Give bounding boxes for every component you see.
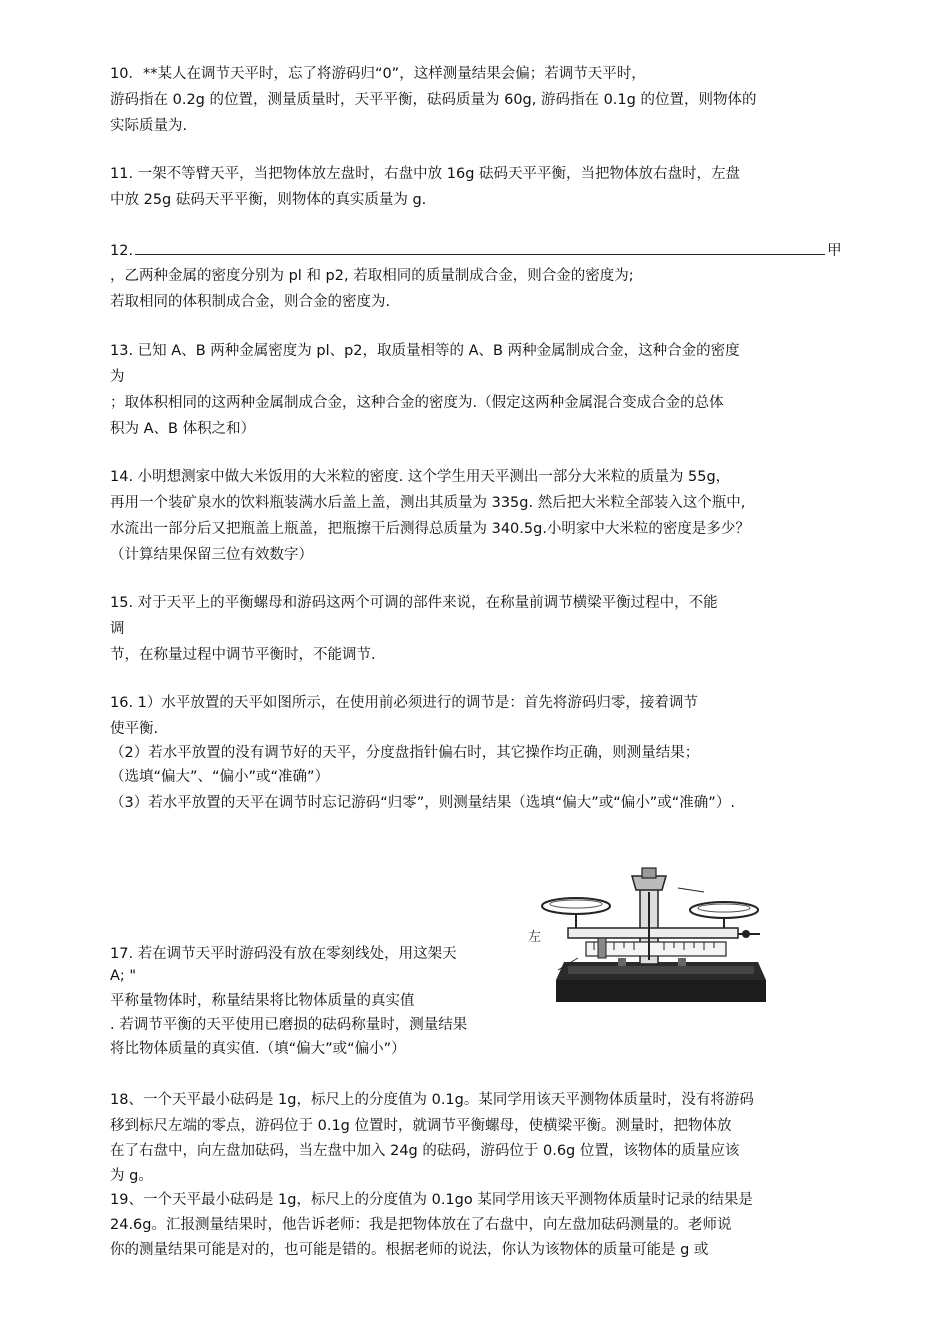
q16-line1: 16. 1）水平放置的天平如图所示，在使用前必须进行的调节是：首先将游码归零，接着调节	[110, 695, 698, 711]
q10-line1: 10．**某人在调节天平时，忘了将游码归“0”，这样测量结果会偏；若调节天平时，	[110, 66, 646, 82]
q16-line5: （3）若水平放置的天平在调节时忘记游码“归零”，则测量结果（选填“偏大”或“偏小”或“准确”）.	[110, 795, 735, 811]
q18-line2: 移到标尺左端的零点，游码位于 0.1g 位置时，就调节平衡螺母，使横梁平衡。测量时，把物体放	[110, 1118, 732, 1134]
q16-line4: （选填“偏大”、“偏小”或“准确”）	[110, 769, 330, 785]
figure-label-left: 左	[528, 930, 542, 945]
q10-line3: 实际质量为.	[110, 118, 188, 134]
q17-line4: . 若调节平衡的天平使用已磨损的砝码称量时，测量结果	[110, 1017, 468, 1033]
balance-scale-illustration	[528, 862, 776, 1022]
q13-line1: 13. 已知 A、B 两种金属密度为 pl、p2，取质量相等的 A、B 两种金属制成合金，这种合金的密度	[110, 343, 740, 359]
q12-line3: 若取相同的体积制成合金，则合金的密度为.	[110, 294, 391, 310]
q12-line1-suffix: 甲	[827, 243, 842, 259]
q17-line3: 平称量物体时，称量结果将比物体质量的真实值	[110, 993, 415, 1009]
q11-line1: 11. 一架不等臂天平，当把物体放左盘时，右盘中放 16g 砝码天平平衡，当把物体放右盘时，左盘	[110, 166, 741, 182]
q15-line2: 调	[110, 621, 125, 637]
q13-line3: ；取体积相同的这两种金属制成合金，这种合金的密度为.（假定这两种金属混合变成合金的总体	[110, 395, 724, 411]
q17-line5: 将比物体质量的真实值.（填“偏大”或“偏小”）	[110, 1041, 406, 1057]
q10-line2: 游码指在 0.2g 的位置，测量质量时，天平平衡，砝码质量为 60g, 游码指在 0.1g 的位置，则物体的	[110, 92, 757, 108]
q18-line1: 18、一个天平最小砝码是 1g，标尺上的分度值为 0.1g。某同学用该天平测物体质量时，没有将游码	[110, 1092, 754, 1108]
q17-line1: 17. 若在调节天平时游码没有放在零刻线处，用这架天	[110, 946, 457, 962]
q16-line2: 使平衡.	[110, 721, 159, 737]
q14-line2: 再用一个装矿泉水的饮料瓶装满水后盖上盖，测出其质量为 335g. 然后把大米粒全部装入这个瓶中,	[110, 495, 746, 511]
q17-line2: A; "	[110, 968, 137, 984]
q13-line4: 积为 A、B 体积之和）	[110, 421, 256, 437]
answer-blank	[135, 240, 825, 255]
q16-line3: （2）若水平放置的没有调节好的天平，分度盘指针偏右时，其它操作均正确，则测量结果；	[110, 745, 700, 761]
q15-line1: 15. 对于天平上的平衡螺母和游码这两个可调的部件来说，在称量前调节横梁平衡过程中，不能	[110, 595, 718, 611]
q19-line1: 19、一个天平最小砝码是 1g，标尺上的分度值为 0.1go 某同学用该天平测物体质量时记录的结果是	[110, 1192, 753, 1208]
q15-line3: 节，在称量过程中调节平衡时，不能调节.	[110, 647, 376, 663]
q11-line2: 中放 25g 砝码天平平衡，则物体的真实质量为 g.	[110, 192, 427, 208]
q13-line2: 为	[110, 369, 125, 385]
q14-line3: 水流出一部分后又把瓶盖上瓶盖，把瓶擦干后测得总质量为 340.5g.小明家中大米粒的密度是多少？	[110, 521, 750, 537]
q18-line4: 为 g。	[110, 1168, 153, 1184]
balance-figure	[528, 862, 776, 1022]
q18-line3: 在了右盘中，向左盘加砝码，当左盘中加入 24g 的砝码，游码位于 0.6g 位置，该物体的质量应该	[110, 1143, 740, 1159]
q12-number: 12.	[110, 243, 134, 259]
q14-line1: 14. 小明想测家中做大米饭用的大米粒的密度. 这个学生用天平测出一部分大米粒的质量为 55g，	[110, 469, 731, 485]
q12-line1	[110, 240, 842, 261]
q19-line3: 你的测量结果可能是对的，也可能是错的。根据老师的说法，你认为该物体的质量可能是 g 或	[110, 1242, 709, 1258]
q14-line4: （计算结果保留三位有效数字）	[110, 547, 313, 563]
q12-line2: ，乙两种金属的密度分别为 pl 和 p2, 若取相同的质量制成合金，则合金的密度为;	[110, 268, 634, 284]
q19-line2: 24.6g。汇报测量结果时，他告诉老师：我是把物体放在了右盘中，向左盘加砝码测量的。老师说	[110, 1217, 732, 1233]
